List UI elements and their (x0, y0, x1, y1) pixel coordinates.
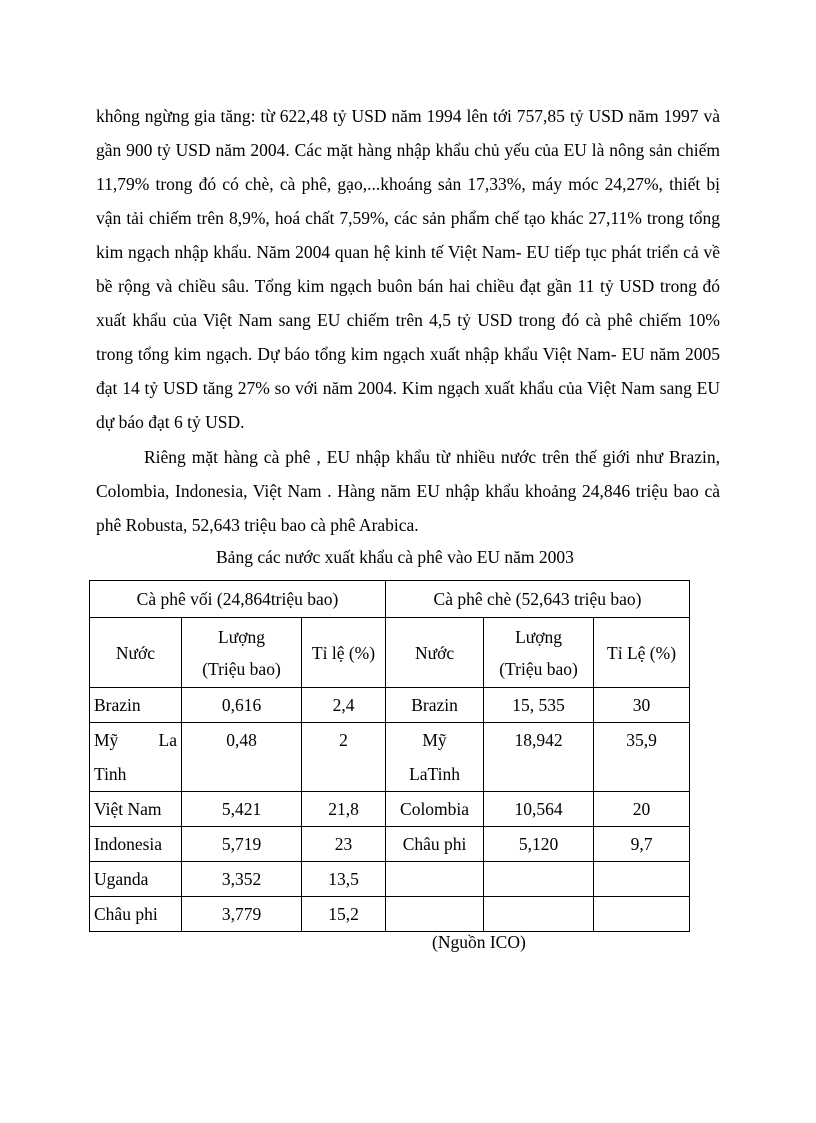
cell-amount: 5,421 (182, 792, 302, 827)
cell-amount: 5,719 (182, 827, 302, 862)
cell-country: Colombia (386, 792, 484, 827)
cell-amount: 3,352 (182, 862, 302, 897)
cell-country: Việt Nam (90, 792, 182, 827)
cell-ratio: 13,5 (302, 862, 386, 897)
cell-country: Châu phi (386, 827, 484, 862)
cell-amount: 10,564 (484, 792, 594, 827)
cell-amount: 5,120 (484, 827, 594, 862)
table-caption: Bảng các nước xuất khẩu cà phê vào EU năm 2003 (216, 547, 574, 567)
cell-amount: 18,942 (484, 723, 594, 792)
cell-country-text: Mỹ La Tinh (94, 730, 177, 784)
cell-amount: 15, 535 (484, 688, 594, 723)
body-paragraph-2: Riêng mặt hàng cà phê , EU nhập khẩu từ nhiều nước trên thế giới như Brazin, Colombia, Indonesia, Việt Nam . Hàng năm EU nhập khẩu khoảng 24,846 triệu bao cà phê Robusta, 52,643 triệu bao cà phê Arabica. (96, 447, 720, 535)
cell-ratio: 15,2 (302, 897, 386, 932)
cell-ratio: 30 (594, 688, 690, 723)
cell-country (386, 897, 484, 932)
table-row (90, 792, 690, 827)
cell-country (386, 862, 484, 897)
cell-country: Indonesia (90, 827, 182, 862)
body-paragraph-1: không ngừng gia tăng: từ 622,48 tỷ USD năm 1994 lên tới 757,85 tỷ USD năm 1997 và gần 900 tỷ USD năm 2004. Các mặt hàng nhập khẩu chủ yếu của EU là nông sản chiếm 11,79% trong đó có chè, cà phê, gạo,...khoáng sản 17,33%, máy móc 24,27%, thiết bị vận tải chiếm trên 8,9%, hoá chất 7,59%, các sản phẩm chế tạo khác 27,11% trong tổng kim ngạch nhập khẩu. Năm 2004 quan hệ kinh tế Việt Nam- EU tiếp tục phát triển cả về bề rộng và chiều sâu. Tổng kim ngạch buôn bán hai chiều đạt gần 11 tỷ USD trong đó xuất khẩu của Việt Nam sang EU chiếm trên 4,5 tỷ USD trong đó cà phê chiếm 10% trong tổng kim ngạch. Dự báo tổng kim ngạch xuất nhập khẩu Việt Nam- EU năm 2005 đạt 14 tỷ USD tăng 27% so với năm 2004. Kim ngạch xuất khẩu của Việt Nam sang EU dự báo đạt 6 tỷ USD. (96, 106, 720, 432)
col-header-ratio-left: Tỉ lệ (%) (302, 618, 386, 688)
amount-unit: (Triệu bao) (499, 658, 578, 679)
table-source: (Nguồn ICO) (432, 932, 526, 952)
cell-ratio: 2 (302, 723, 386, 792)
group-header-robusta: Cà phê vối (24,864triệu bao) (90, 581, 386, 618)
table-row (90, 862, 690, 897)
cell-ratio (594, 862, 690, 897)
table-row (90, 897, 690, 932)
table-column-header-row (90, 618, 690, 688)
col-header-country-left: Nước (90, 618, 182, 688)
col-header-amount-right (484, 618, 594, 688)
cell-ratio: 21,8 (302, 792, 386, 827)
cell-ratio (594, 897, 690, 932)
cell-ratio: 35,9 (594, 723, 690, 792)
cell-country: Brazin (386, 688, 484, 723)
cell-amount (484, 897, 594, 932)
col-header-amount-left (182, 618, 302, 688)
coffee-export-table (89, 580, 690, 932)
cell-country: Uganda (90, 862, 182, 897)
table-group-header-row (90, 581, 690, 618)
amount-label: Lượng (515, 626, 562, 647)
table-row (90, 688, 690, 723)
cell-amount (484, 862, 594, 897)
cell-ratio: 20 (594, 792, 690, 827)
table-row (90, 827, 690, 862)
amount-unit: (Triệu bao) (202, 658, 281, 679)
cell-ratio: 9,7 (594, 827, 690, 862)
col-header-country-right: Nước (386, 618, 484, 688)
cell-country: Châu phi (90, 897, 182, 932)
table-row (90, 723, 690, 792)
amount-label: Lượng (218, 626, 265, 647)
cell-amount: 0,616 (182, 688, 302, 723)
cell-ratio: 23 (302, 827, 386, 862)
cell-country: Brazin (90, 688, 182, 723)
cell-country: Mỹ LaTinh (386, 723, 484, 792)
cell-country (90, 723, 182, 792)
cell-amount: 3,779 (182, 897, 302, 932)
col-header-ratio-right: Tỉ Lệ (%) (594, 618, 690, 688)
cell-ratio: 2,4 (302, 688, 386, 723)
cell-amount: 0,48 (182, 723, 302, 792)
group-header-arabica: Cà phê chè (52,643 triệu bao) (386, 581, 690, 618)
